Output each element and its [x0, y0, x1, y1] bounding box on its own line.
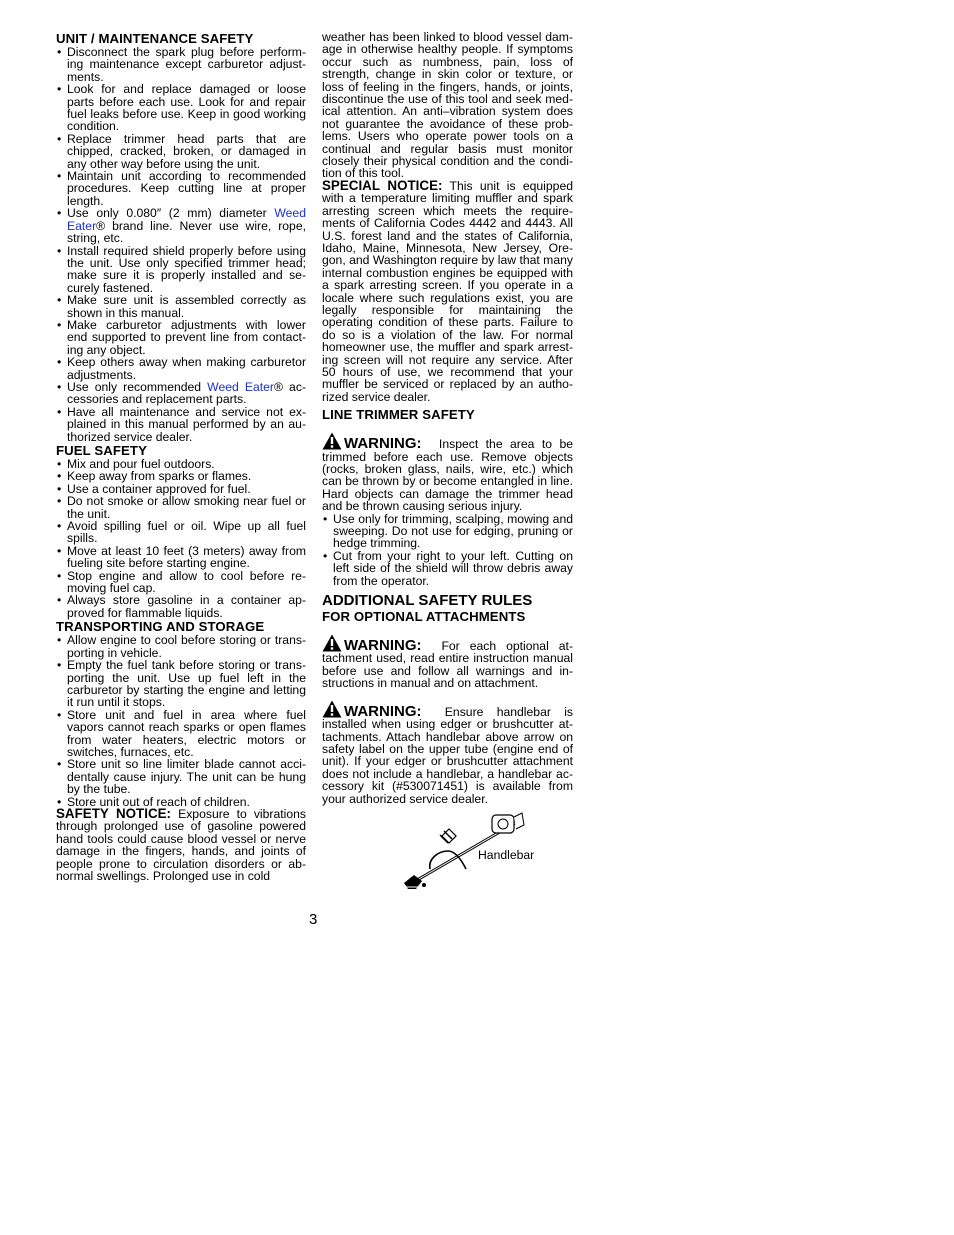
warning-icon — [322, 700, 342, 718]
left-column — [56, 31, 306, 882]
list-item: • Keep others away when making carburetor adjustments. — [56, 356, 306, 381]
list-item: • Make sure unit is assembled correctly as shown in this manual. — [56, 294, 306, 319]
list-item-text: ® accessories and replacement parts. — [67, 379, 306, 407]
attachment-warning — [322, 634, 573, 690]
list-item: • Empty the fuel tank before storing or transporting the unit. Use up fuel left in the carburetor by starting the engine and letting it run until it stops. — [56, 659, 306, 709]
unit-maintenance-heading: UNIT / MAINTENANCE SAFETY — [56, 31, 254, 46]
handlebar-warning — [322, 700, 573, 805]
list-item: • Stop engine and allow to cool before removing fuel cap. — [56, 570, 306, 595]
fuel-safety-heading: FUEL SAFETY — [56, 443, 147, 458]
special-notice — [322, 177, 573, 404]
fuel-safety-list — [56, 458, 306, 619]
warning-text: Inspect the area to be trimmed before each use. Remove objects (rocks, broken glass, nails, wire, etc.) which can be thrown by or become entangled in line. Hard objects can damage the trimmer head and be thrown causing serious injury. — [322, 437, 573, 514]
line-trimmer-heading: LINE TRIMMER SAFETY — [322, 407, 475, 423]
list-item: • Store unit and fuel in area where fuel vapors cannot reach sparks or open flames from water heaters, electric motors or switches, furnaces, etc. — [56, 709, 306, 759]
line-trimmer-list — [322, 513, 573, 587]
unit-maintenance-list — [56, 46, 306, 443]
line-trimmer-warning — [322, 432, 573, 512]
list-item: • Disconnect the spark plug before performing maintenance except carburetor adjustments. — [56, 46, 306, 83]
list-item: • Maintain unit according to recommended procedures. Keep cutting line at proper length. — [56, 170, 306, 207]
list-item: • Avoid spilling fuel or oil. Wipe up all fuel spills. — [56, 520, 306, 545]
special-notice-lead: SPECIAL NOTICE: — [322, 177, 443, 193]
warning-label: WARNING: — [344, 637, 422, 655]
transporting-storage-list — [56, 634, 306, 808]
list-item: • Move at least 10 feet (3 meters) away from fueling site before starting engine. — [56, 545, 306, 570]
right-column — [322, 31, 573, 885]
list-item: • Use only for trimming, scalping, mowing and sweeping. Do not use for edging, pruning or hedge trimming. — [322, 513, 573, 550]
optional-attachments-subheading: FOR OPTIONAL ATTACHMENTS — [322, 609, 526, 625]
list-item: • Use a container approved for fuel. — [56, 483, 306, 495]
list-item: • Store unit so line limiter blade cannot accidentally cause injury. The unit can be hung by the tube. — [56, 758, 306, 795]
list-item: • Replace trimmer head parts that are chipped, cracked, broken, or damaged in any other way before using the unit. — [56, 133, 306, 170]
warning-text: For each optional attachment used, read entire instruction manual before use and follow all warnings and instructions in manual and on attachment. — [322, 639, 573, 691]
handlebar-label: Handlebar — [478, 847, 535, 862]
page-number: 3 — [309, 911, 318, 928]
list-item: • Allow engine to cool before storing or transporting in vehicle. — [56, 634, 306, 659]
list-item: • Have all maintenance and service not explained in this manual performed by an authorized service dealer. — [56, 406, 306, 443]
list-item-text: ® brand line. Never use wire, rope, string, etc. — [67, 218, 306, 246]
safety-notice — [56, 805, 306, 883]
list-item-text: Use only recommended — [67, 379, 208, 394]
safety-notice-text: Exposure to vibrations through prolonged use of gasoline powered hand tools could cause blood vessel or nerve damage in the fingers, hands, and joints of people prone to circulation disorders or abnormal swellings. Prolonged use in cold — [56, 806, 306, 883]
list-item: • Mix and pour fuel outdoors. — [56, 458, 306, 470]
list-item: • Store unit out of reach of children. — [56, 796, 306, 808]
list-item: • Do not smoke or allow smoking near fuel or the unit. — [56, 495, 306, 520]
list-item: • Install required shield properly before using the unit. Use only specified trimmer head; make sure it is properly installed and securely fastened. — [56, 245, 306, 295]
list-item: • Make carburetor adjustments with lower end supported to prevent line from contacting any object. — [56, 319, 306, 356]
special-notice-text: This unit is equipped with a temperature limiting muffler and spark arresting screen which meets the requirements of California Codes 4442 and 4443. All U.S. forest land and the states of California, Idaho, Maine, Minnesota, New Jersey, Oregon, and Washington require by law that many internal combustion engines be equipped with a spark arresting screen. If you operate in a locale where such regulations exist, you are legally responsible for maintaining the operating condition of these parts. Failure to do so is a violation of the law. For normal homeowner use, the muffler and spark arresting screen will not require any service. After 50 hours of use, we recommend that your muffler be serviced or replaced by an authorized service dealer. — [322, 178, 573, 404]
list-item: • Cut from your right to your left. Cutting on left side of the shield will throw debris away from the operator. — [322, 550, 573, 587]
safety-notice-lead: SAFETY NOTICE: — [56, 805, 172, 821]
list-item: • Always store gasoline in a container approved for flammable liquids. — [56, 594, 306, 619]
list-item: • Keep away from sparks or flames. — [56, 470, 306, 482]
brand-name: Weed Eater — [67, 206, 306, 233]
list-item-text: Use only 0.080″ (2 mm) diameter — [67, 206, 275, 221]
transporting-storage-heading: TRANSPORTING AND STORAGE — [56, 619, 265, 635]
vibration-continued-text: weather has been linked to blood vessel damage in otherwise healthy people. If symptoms occur such as numbness, pain, loss of strength, change in skin color or texture, or loss of feeling in the fingers, hands, or joints, discontinue the use of this tool and seek medical attention. An anti–vibration system does not guarantee the avoidance of these problems. Users who operate power tools on a continual and regular basis must monitor closely their physical condition and the condition of this tool. — [322, 30, 573, 181]
warning-label: WARNING: — [344, 702, 422, 720]
warning-label: WARNING: — [344, 435, 422, 453]
list-item — [56, 381, 306, 406]
additional-safety-heading: ADDITIONAL SAFETY RULES — [322, 592, 533, 610]
handlebar-figure — [322, 805, 573, 885]
list-item — [56, 207, 306, 244]
warning-icon — [322, 432, 342, 450]
list-item: • Look for and replace damaged or loose parts before each use. Look for and repair fuel leaks before use. Keep in good working condition. — [56, 83, 306, 133]
warning-icon — [322, 634, 342, 652]
warning-text: Ensure handlebar is installed when using edger or brushcutter attachments. Attach handlebar above arrow on safety label on the upper tube (engine end of unit). If your edger or brushcutter attachment does not include a handlebar, a handlebar accessory kit (#530071451) is available from your authorized service dealer. — [322, 704, 573, 806]
brand-name: Weed Eater — [207, 379, 274, 394]
